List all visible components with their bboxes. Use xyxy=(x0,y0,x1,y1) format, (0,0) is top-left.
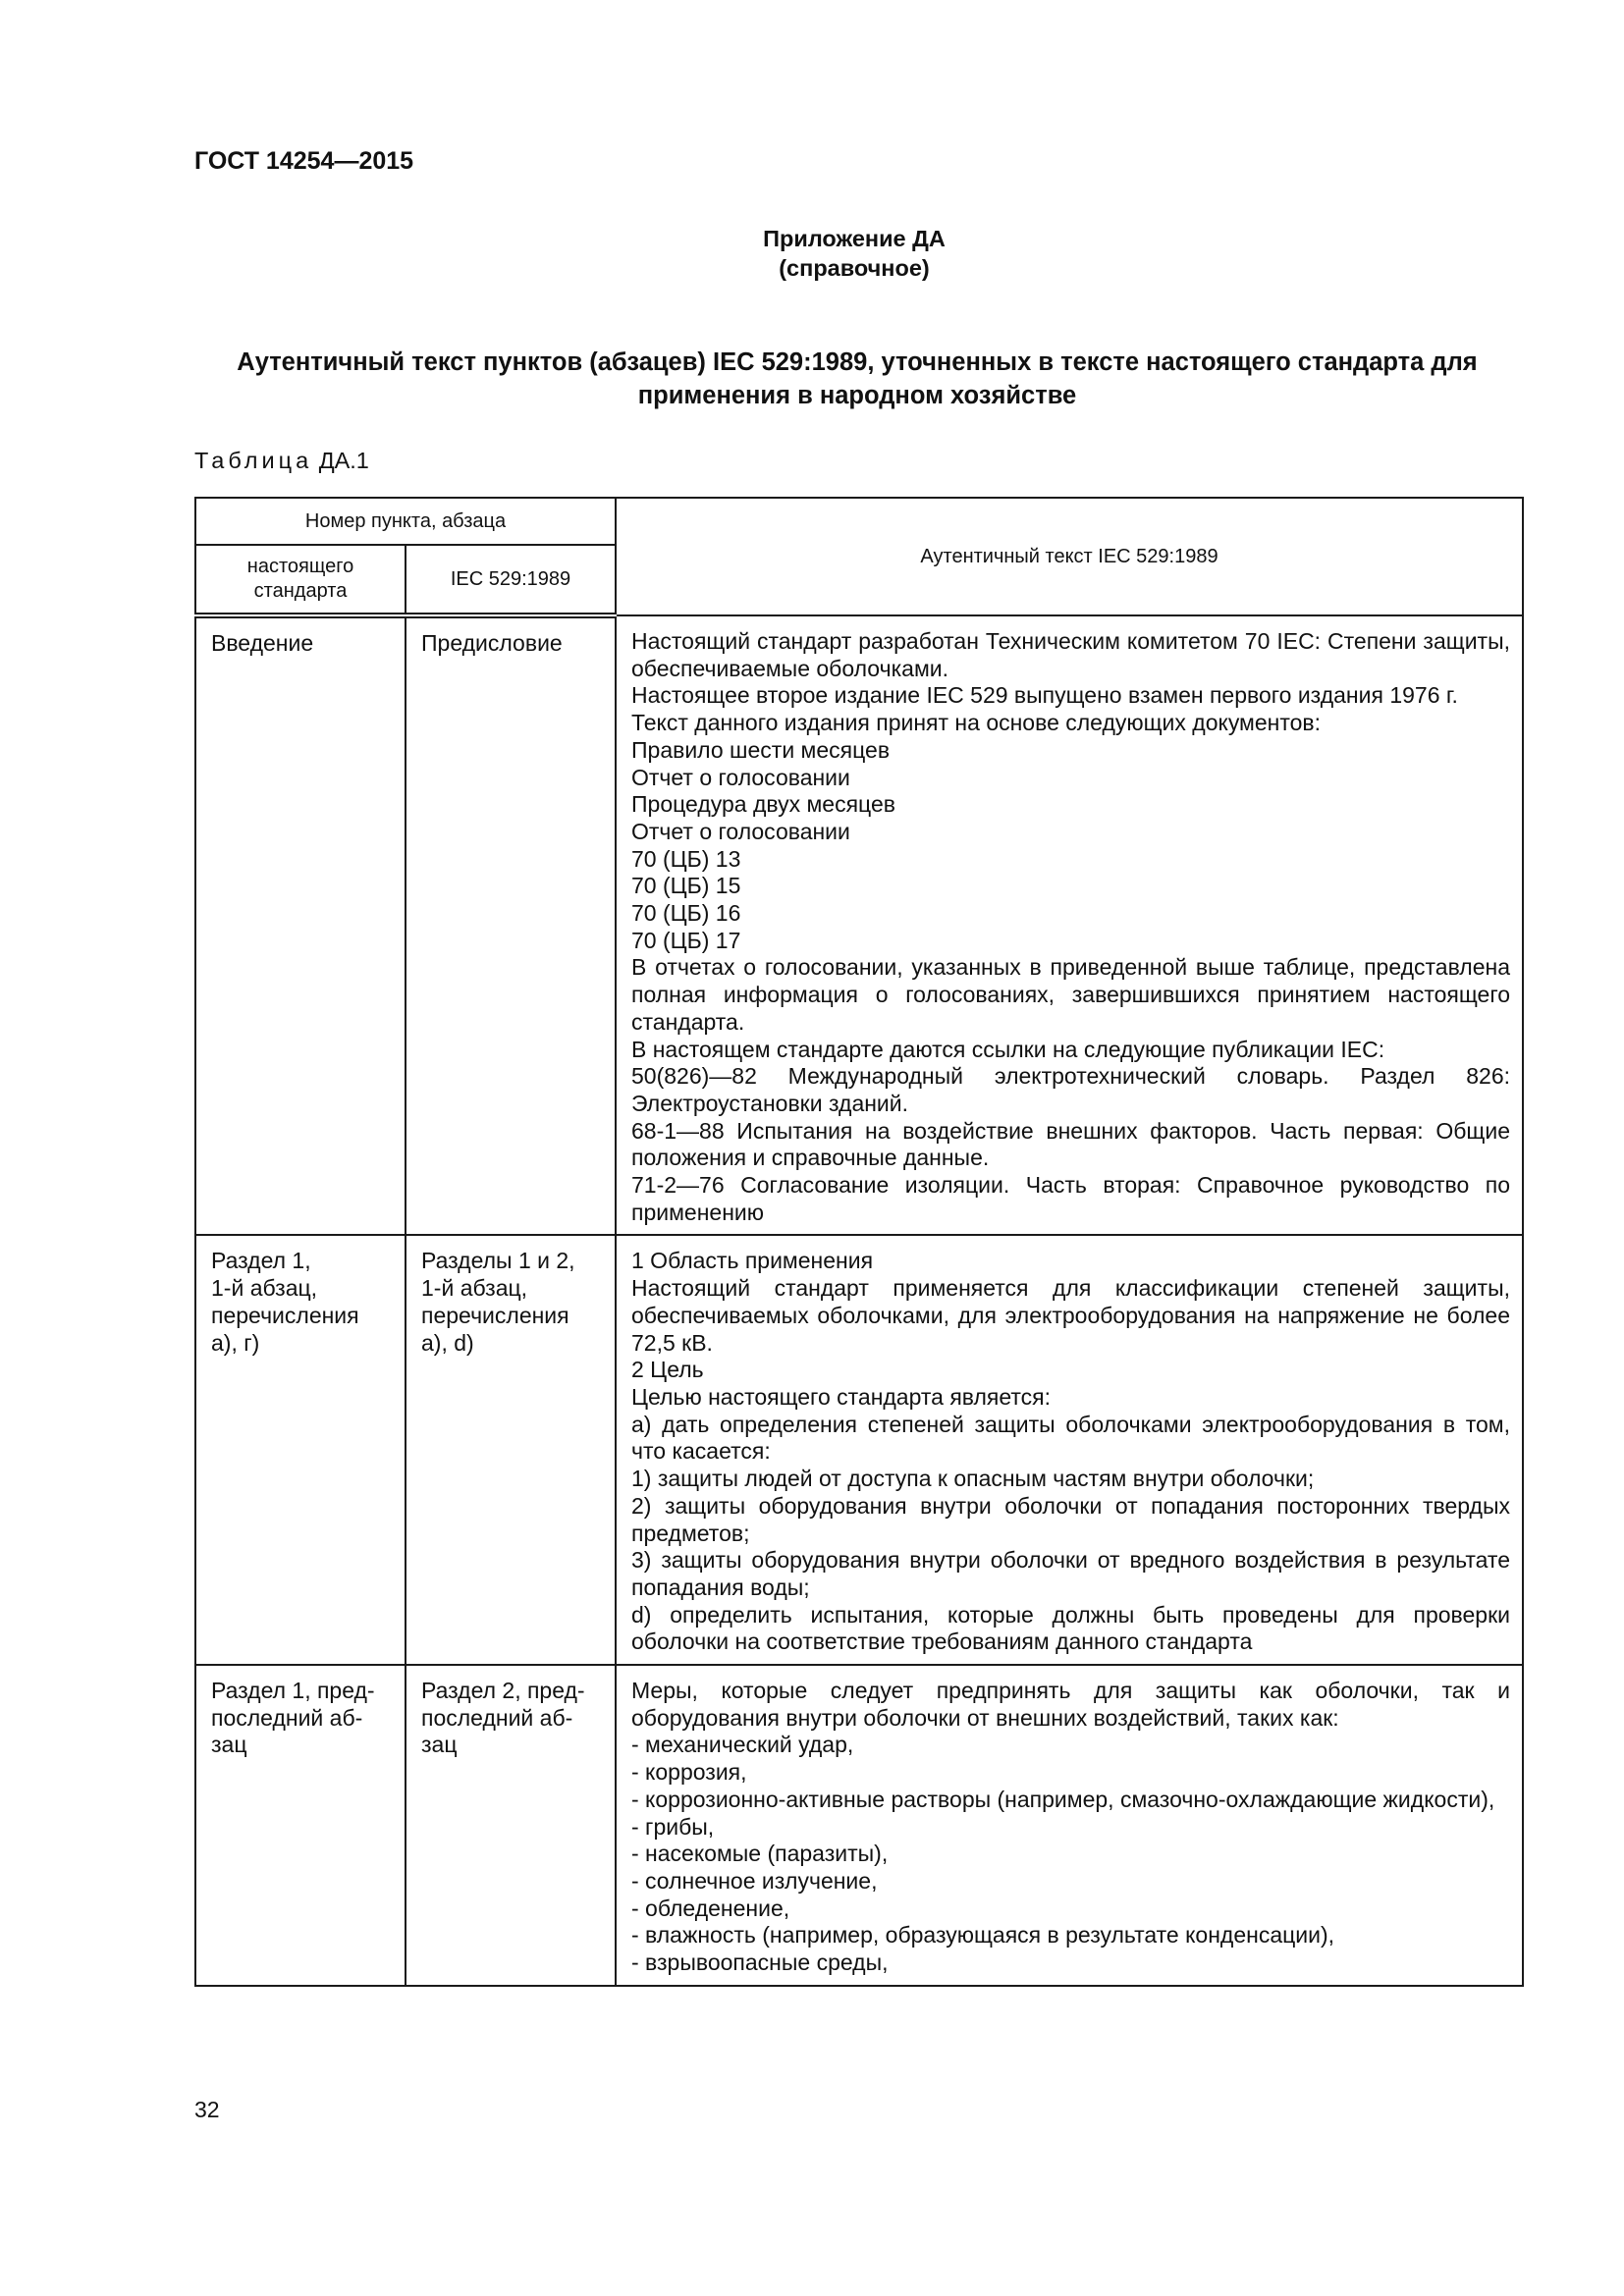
annex-title: Приложение ДА xyxy=(763,226,946,251)
table-caption-number: ДА.1 xyxy=(318,448,369,473)
text-line: Настоящий стандарт разработан Техническим комитетом 70 IEC: Степени защиты, обеспечиваемые оболочками. xyxy=(631,628,1510,681)
table-row xyxy=(195,1665,1523,1986)
text-line: Раздел 2, пред- xyxy=(421,1678,585,1704)
text-line: зац xyxy=(421,1732,458,1758)
text-line: Раздел 1, xyxy=(211,1248,311,1274)
text-line: 71-2—76 Согласование изоляции. Часть вторая: Справочное руководство по применению xyxy=(631,1172,1510,1225)
text-line: d) определить испытания, которые должны быть проведены для проверки оболочки на соответствие требованиям данного стандарта xyxy=(631,1601,1510,1655)
annex-heading xyxy=(0,224,1624,283)
text-line: Настоящее второе издание IEC 529 выпущено взамен первого издания 1976 г. xyxy=(631,682,1458,709)
text-line: 70 (ЦБ) 13 xyxy=(631,845,741,872)
text-line: 70 (ЦБ) 17 xyxy=(631,927,741,953)
table-caption xyxy=(194,448,369,474)
text-line: а) дать определения степеней защиты оболочками электрооборудования в том, что касается: xyxy=(631,1411,1510,1465)
text-line: 1 Область применения xyxy=(631,1248,874,1274)
text-line: 1) защиты людей от доступа к опасным частям внутри оболочки; xyxy=(631,1466,1315,1492)
text-line: - насекомые (паразиты), xyxy=(631,1841,889,1867)
table-caption-label: Таблица xyxy=(194,448,313,473)
document-code: ГОСТ 14254—2015 xyxy=(194,147,414,175)
text-line: - коррозия, xyxy=(631,1759,747,1786)
text-line: Отчет о голосовании xyxy=(631,818,850,844)
row-2-col2 xyxy=(406,1235,616,1665)
row-1-col2: Предисловие xyxy=(406,615,616,1235)
row-2-col3 xyxy=(616,1235,1523,1665)
text-line: последний аб- xyxy=(211,1704,363,1731)
row-3-col2 xyxy=(406,1665,616,1986)
page-number: 32 xyxy=(194,2097,220,2122)
row-1-col1: Введение xyxy=(195,615,406,1235)
row-1-col3 xyxy=(616,615,1523,1235)
text-line: - взрывоопасные среды, xyxy=(631,1949,889,1976)
text-line: 70 (ЦБ) 16 xyxy=(631,900,741,927)
annex-table xyxy=(194,497,1524,1987)
text-line: В отчетах о голосовании, указанных в приведенной выше таблице, представлена полная информация о голосованиях, завершившихся принятием настоящего стандарта. xyxy=(631,954,1510,1035)
text-line: - коррозионно-активные растворы (например, смазочно-охлаждающие жидкости), xyxy=(631,1786,1495,1812)
text-line: - влажность (например, образующаяся в результате конденсации), xyxy=(631,1922,1335,1949)
text-line: а), d) xyxy=(421,1329,474,1356)
text-line: 68-1—88 Испытания на воздействие внешних факторов. Часть первая: Общие положения и справочные данные. xyxy=(631,1117,1510,1171)
text-line: 70 (ЦБ) 15 xyxy=(631,873,741,899)
table-row xyxy=(195,1235,1523,1665)
text-line: Настоящий стандарт применяется для классификации степеней защиты, обеспечиваемых оболочками, для электрооборудования на напряжение не более 72,5 кВ. xyxy=(631,1275,1510,1356)
text-line: 2) защиты оборудования внутри оболочки от попадания посторонних твердых предметов; xyxy=(631,1492,1510,1546)
text-line: Отчет о голосовании xyxy=(631,764,850,790)
text-line: 50(826)—82 Международный электротехнический словарь. Раздел 826: Электроустановки зданий. xyxy=(631,1063,1510,1116)
table-body xyxy=(195,615,1523,1986)
row-2-col1 xyxy=(195,1235,406,1665)
text-line: перечисления xyxy=(211,1302,359,1328)
text-line: зац xyxy=(211,1732,247,1758)
text-line: последний аб- xyxy=(421,1704,573,1731)
text-line: 1-й абзац, xyxy=(211,1275,318,1302)
text-line: 1-й абзац, xyxy=(421,1275,528,1302)
text-line: Целью настоящего стандарта является: xyxy=(631,1383,1052,1410)
text-line: перечисления xyxy=(421,1302,569,1328)
row-3-col3 xyxy=(616,1665,1523,1986)
text-line: - солнечное излучение, xyxy=(631,1867,878,1894)
text-line: В настоящем стандарте даются ссылки на следующие публикации IEC: xyxy=(631,1036,1385,1062)
text-line: а), г) xyxy=(211,1329,260,1356)
text-line: - механический удар, xyxy=(631,1732,854,1758)
main-title: Аутентичный текст пунктов (абзацев) IEC 529:1989, уточненных в тексте настоящего стандарта для применения в народном хозяйстве xyxy=(237,348,1478,409)
text-line: - грибы, xyxy=(631,1813,715,1840)
text-line: Текст данного издания принят на основе следующих документов: xyxy=(631,710,1322,736)
text-line: Процедура двух месяцев xyxy=(631,791,895,818)
text-line: Меры, которые следует предпринять для защиты как оболочки, так и оборудования внутри оболочки от внешних воздействий, таких как: xyxy=(631,1678,1510,1731)
header-group-cell: Номер пункта, абзаца xyxy=(195,498,616,545)
row-3-col1 xyxy=(195,1665,406,1986)
header-iec: IEC 529:1989 xyxy=(406,545,616,615)
text-line: Разделы 1 и 2, xyxy=(421,1248,575,1274)
text-line: - обледенение, xyxy=(631,1895,790,1921)
header-authentic-text: Аутентичный текст IEC 529:1989 xyxy=(616,498,1523,615)
annex-subtitle: (справочное) xyxy=(779,255,930,281)
text-line: Раздел 1, пред- xyxy=(211,1678,375,1704)
text-line: 2 Цель xyxy=(631,1357,704,1383)
text-line: 3) защиты оборудования внутри оболочки от вредного воздействия в результате попадания воды; xyxy=(631,1547,1510,1600)
table-row xyxy=(195,615,1523,1235)
text-line: Правило шести месяцев xyxy=(631,736,891,763)
header-this-standard: настоящего стандарта xyxy=(195,545,406,615)
